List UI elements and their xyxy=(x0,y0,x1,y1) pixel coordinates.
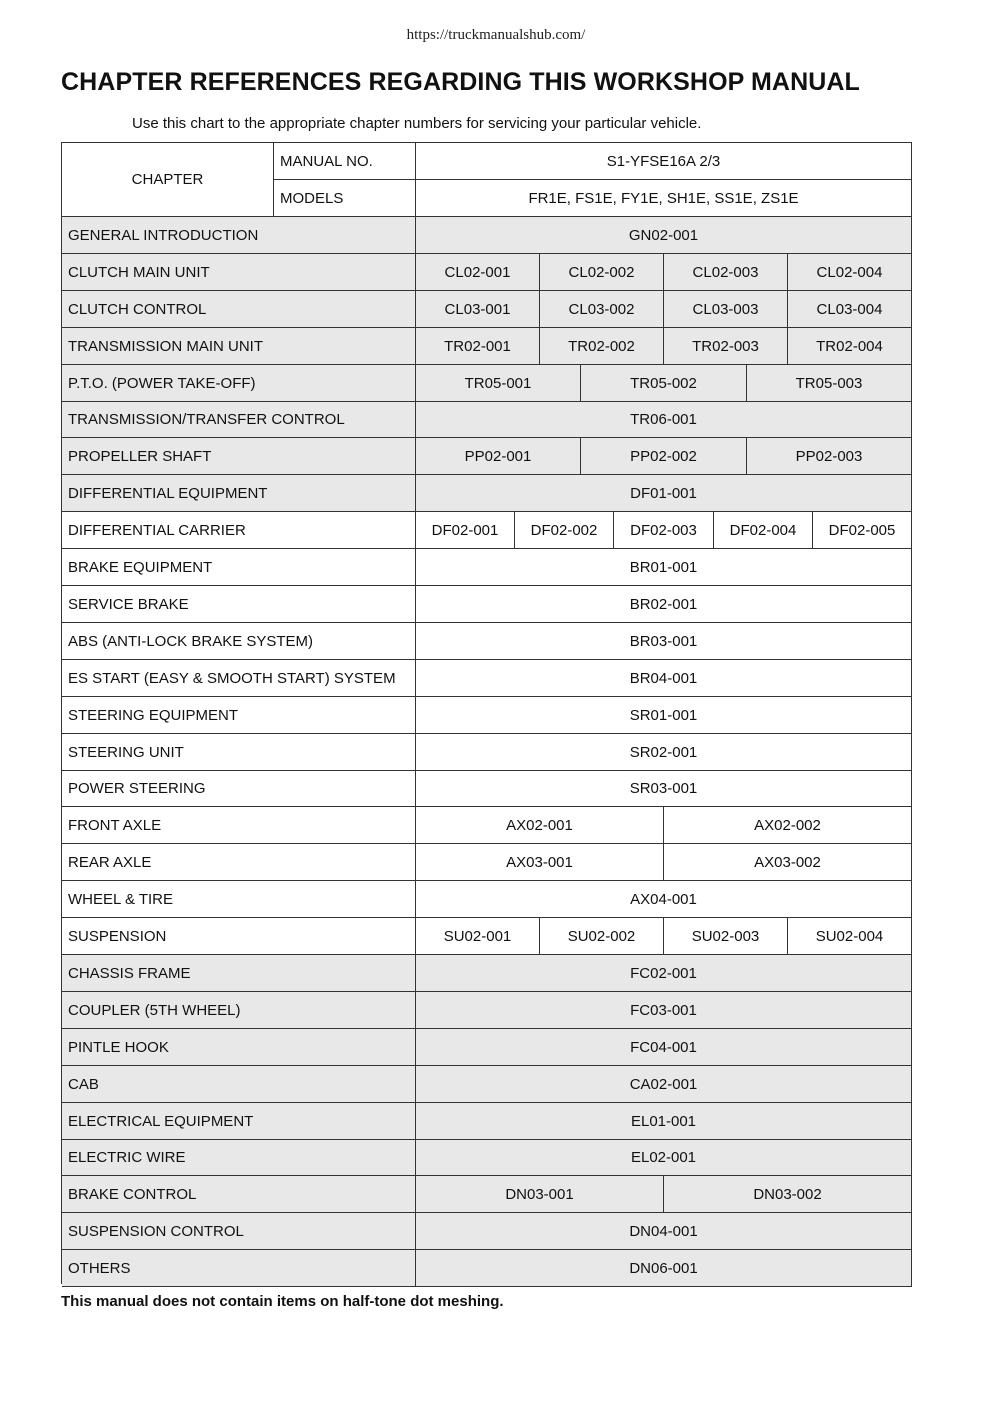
chapter-ref-cell: DN03-001 xyxy=(416,1176,664,1213)
chapter-ref-cell: TR06-001 xyxy=(416,402,912,438)
chapter-ref-cell: DN03-002 xyxy=(664,1176,912,1213)
chapter-ref-cell: CA02-001 xyxy=(416,1066,912,1103)
chapter-ref-cell: TR05-001 xyxy=(416,365,581,402)
chapter-ref-cell: SU02-001 xyxy=(416,918,540,955)
chapter-name-cell: ABS (ANTI-LOCK BRAKE SYSTEM) xyxy=(62,623,416,660)
chapter-name-cell: PROPELLER SHAFT xyxy=(62,438,416,475)
chapter-name-cell: CHASSIS FRAME xyxy=(62,955,416,992)
page-title: CHAPTER REFERENCES REGARDING THIS WORKSHOP MANUAL xyxy=(61,68,860,96)
chapter-ref-cell: DF01-001 xyxy=(416,475,912,512)
chapter-name-cell: BRAKE EQUIPMENT xyxy=(62,549,416,586)
chapter-ref-cell: AX04-001 xyxy=(416,881,912,918)
chapter-name-cell: ELECTRIC WIRE xyxy=(62,1140,416,1176)
models-label-cell: MODELS xyxy=(274,180,416,217)
chapter-ref-cell: CL02-001 xyxy=(416,254,540,291)
chapter-name-cell: POWER STEERING xyxy=(62,771,416,807)
chapter-ref-cell: AX02-002 xyxy=(664,807,912,844)
chapter-ref-cell: SU02-003 xyxy=(664,918,788,955)
chapter-name-cell: BRAKE CONTROL xyxy=(62,1176,416,1213)
chapter-ref-cell: CL03-002 xyxy=(540,291,664,328)
chapter-name-cell: CLUTCH CONTROL xyxy=(62,291,416,328)
chapter-ref-cell: SU02-002 xyxy=(540,918,664,955)
chapter-ref-cell: CL02-004 xyxy=(788,254,912,291)
chapter-name-cell: P.T.O. (POWER TAKE-OFF) xyxy=(62,365,416,402)
chapter-ref-cell: AX03-002 xyxy=(664,844,912,881)
chapter-ref-cell: AX03-001 xyxy=(416,844,664,881)
chapter-ref-cell: CL03-001 xyxy=(416,291,540,328)
chapter-name-cell: REAR AXLE xyxy=(62,844,416,881)
manual-no-label-cell: MANUAL NO. xyxy=(274,143,416,180)
chapter-name-cell: CAB xyxy=(62,1066,416,1103)
chapter-ref-cell: DF02-005 xyxy=(813,512,912,549)
chapter-ref-cell: SU02-004 xyxy=(788,918,912,955)
chapter-ref-cell: DN04-001 xyxy=(416,1213,912,1250)
chapter-ref-cell: TR02-003 xyxy=(664,328,788,365)
chapter-ref-cell: TR02-004 xyxy=(788,328,912,365)
chapter-ref-cell: CL02-003 xyxy=(664,254,788,291)
chapter-ref-cell: SR03-001 xyxy=(416,771,912,807)
chapter-reference-table xyxy=(61,142,912,1284)
chapter-ref-cell: SR02-001 xyxy=(416,734,912,771)
models-value-cell: FR1E, FS1E, FY1E, SH1E, SS1E, ZS1E xyxy=(416,180,912,217)
chapter-ref-cell: TR02-001 xyxy=(416,328,540,365)
chapter-name-cell: SUSPENSION CONTROL xyxy=(62,1213,416,1250)
chapter-ref-cell: EL02-001 xyxy=(416,1140,912,1176)
chapter-ref-cell: BR03-001 xyxy=(416,623,912,660)
chapter-ref-cell: DF02-002 xyxy=(515,512,614,549)
chapter-name-cell: FRONT AXLE xyxy=(62,807,416,844)
chapter-ref-cell: FC04-001 xyxy=(416,1029,912,1066)
source-url: https://truckmanualshub.com/ xyxy=(406,27,586,43)
footnote: This manual does not contain items on half-tone dot meshing. xyxy=(61,1293,504,1310)
chapter-ref-cell: CL03-003 xyxy=(664,291,788,328)
chapter-name-cell: ELECTRICAL EQUIPMENT xyxy=(62,1103,416,1140)
chapter-ref-cell: BR02-001 xyxy=(416,586,912,623)
chapter-name-cell: SERVICE BRAKE xyxy=(62,586,416,623)
chapter-ref-cell: PP02-001 xyxy=(416,438,581,475)
chapter-ref-cell: CL03-004 xyxy=(788,291,912,328)
chapter-ref-cell: AX02-001 xyxy=(416,807,664,844)
chapter-ref-cell: FC03-001 xyxy=(416,992,912,1029)
chapter-ref-cell: TR02-002 xyxy=(540,328,664,365)
chapter-name-cell: DIFFERENTIAL EQUIPMENT xyxy=(62,475,416,512)
chapter-name-cell: WHEEL & TIRE xyxy=(62,881,416,918)
chapter-ref-cell: PP02-002 xyxy=(581,438,747,475)
chapter-ref-cell: BR01-001 xyxy=(416,549,912,586)
chapter-name-cell: COUPLER (5TH WHEEL) xyxy=(62,992,416,1029)
manual-no-value-cell: S1-YFSE16A 2/3 xyxy=(416,143,912,180)
chapter-ref-cell: GN02-001 xyxy=(416,217,912,254)
chapter-name-cell: DIFFERENTIAL CARRIER xyxy=(62,512,416,549)
chapter-ref-cell: TR05-002 xyxy=(581,365,747,402)
chapter-name-cell: CLUTCH MAIN UNIT xyxy=(62,254,416,291)
chapter-name-cell: OTHERS xyxy=(62,1250,416,1287)
chapter-name-cell: SUSPENSION xyxy=(62,918,416,955)
chapter-ref-cell: DF02-004 xyxy=(714,512,813,549)
chapter-ref-cell: EL01-001 xyxy=(416,1103,912,1140)
chapter-name-cell: PINTLE HOOK xyxy=(62,1029,416,1066)
page-subtitle: Use this chart to the appropriate chapter numbers for servicing your particular vehicle. xyxy=(132,115,702,132)
chapter-ref-cell: BR04-001 xyxy=(416,660,912,697)
chapter-ref-cell: DF02-001 xyxy=(416,512,515,549)
chapter-ref-cell: PP02-003 xyxy=(747,438,912,475)
chapter-name-cell: STEERING UNIT xyxy=(62,734,416,771)
chapter-ref-cell: CL02-002 xyxy=(540,254,664,291)
chapter-ref-cell: TR05-003 xyxy=(747,365,912,402)
chapter-name-cell: STEERING EQUIPMENT xyxy=(62,697,416,734)
chapter-name-cell: TRANSMISSION/TRANSFER CONTROL xyxy=(62,402,416,438)
chapter-name-cell: ES START (EASY & SMOOTH START) SYSTEM xyxy=(62,660,416,697)
chapter-ref-cell: DF02-003 xyxy=(614,512,714,549)
chapter-ref-cell: FC02-001 xyxy=(416,955,912,992)
chapter-ref-cell: DN06-001 xyxy=(416,1250,912,1287)
chapter-name-cell: TRANSMISSION MAIN UNIT xyxy=(62,328,416,365)
chapter-header-cell: CHAPTER xyxy=(62,143,274,217)
chapter-ref-cell: SR01-001 xyxy=(416,697,912,734)
chapter-name-cell: GENERAL INTRODUCTION xyxy=(62,217,416,254)
